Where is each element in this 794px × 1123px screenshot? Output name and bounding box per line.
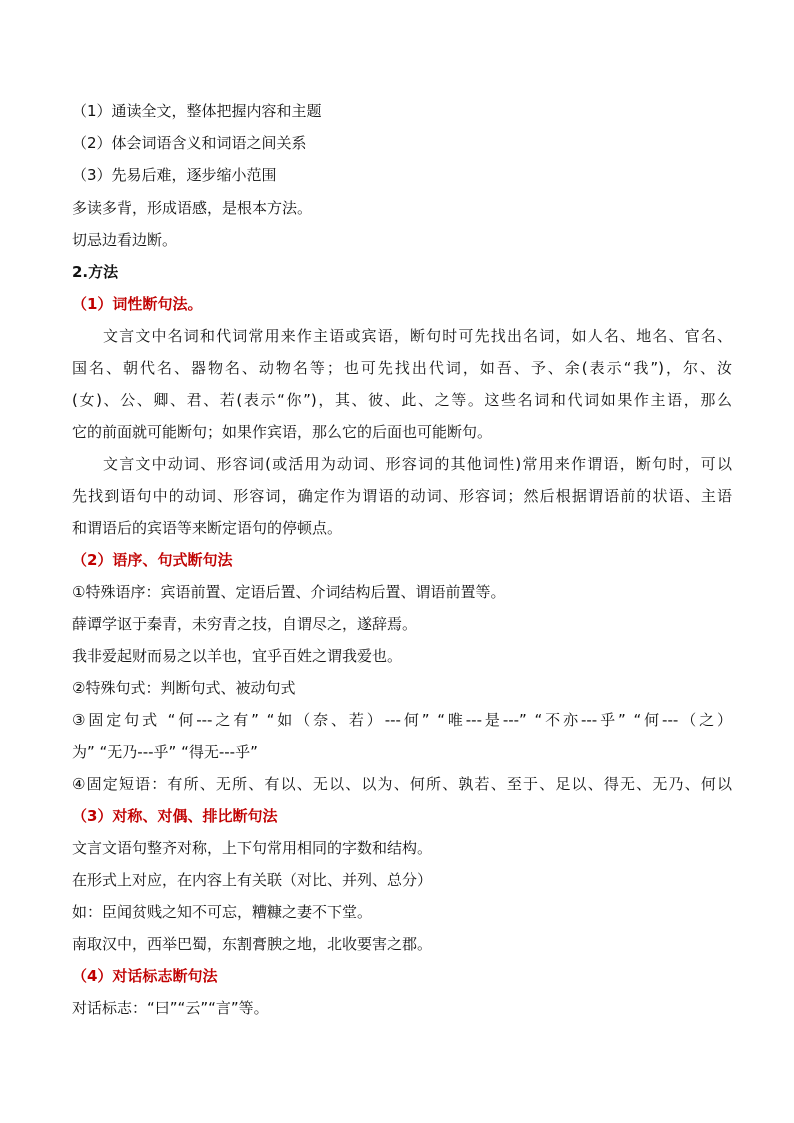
method-4-line-1: 对话标志：“曰”“云”“言”等。 — [72, 999, 269, 1017]
method-2-line-5: ③固定句式 “何---之有” “如（奈、若）---何” “唯---是---” “不亦---乎” “何---（之） — [72, 711, 732, 729]
method-2-line-6: 为” “无乃---乎” “得无---乎” — [72, 743, 258, 761]
method-1-p2-line-2: 先找到语句中的动词、形容词，确定作为谓语的动词、形容词；然后根据谓语前的状语、主语 — [72, 487, 732, 505]
tip-1: 多读多背，形成语感，是根本方法。 — [72, 199, 313, 217]
method-3-line-4: 南取汉中，西举巴蜀，东割膏腴之地，北收要害之郡。 — [72, 935, 433, 953]
method-2-line-2: 薛谭学讴于秦青，未穷青之技，自谓尽之，遂辞焉。 — [72, 615, 418, 633]
method-1-p1-line-3: (女)、公、卿、君、若(表示“你”)，其、彼、此、之等。这些名词和代词如果作主语，那么 — [72, 391, 732, 409]
tip-2: 切忌边看边断。 — [72, 231, 178, 249]
method-2-line-4: ②特殊句式：判断句式、被动句式 — [72, 679, 296, 697]
method-1-p2-line-3: 和谓语后的宾语等来断定语句的停顿点。 — [72, 519, 343, 537]
method-2-line-3: 我非爱起财而易之以羊也，宜乎百姓之谓我爱也。 — [72, 647, 403, 665]
method-1-p1-line-4: 它的前面就可能断句；如果作宾语，那么它的后面也可能断句。 — [72, 423, 493, 441]
method-3-line-1: 文言文语句整齐对称，上下句常用相同的字数和结构。 — [72, 839, 433, 857]
method-3-line-2: 在形式上对应，在内容上有关联（对比、并列、总分） — [72, 871, 433, 889]
method-4-title: （4）对话标志断句法 — [72, 967, 218, 985]
method-3-title: （3）对称、对偶、排比断句法 — [72, 807, 278, 825]
method-2-title: （2）语序、句式断句法 — [72, 551, 233, 569]
step-2: （2）体会词语含义和词语之间关系 — [72, 134, 307, 152]
method-2-line-7: ④固定短语：有所、无所、有以、无以、以为、何所、孰若、至于、足以、得无、无乃、何以 — [72, 775, 732, 793]
step-3: （3）先易后难，逐步缩小范围 — [72, 166, 277, 184]
method-1-p1-line-1: 文言文中名词和代词常用来作主语或宾语，断句时可先找出名词，如人名、地名、官名、 — [103, 327, 732, 345]
method-1-title: （1）词性断句法。 — [72, 295, 203, 313]
method-1-p1-line-2: 国名、朝代名、器物名、动物名等；也可先找出代词，如吾、予、余(表示“我”)，尔、汝 — [72, 359, 732, 377]
method-3-line-3: 如：臣闻贫贱之知不可忘，糟糠之妻不下堂。 — [72, 903, 373, 921]
method-1-p2-line-1: 文言文中动词、形容词(或活用为动词、形容词的其他词性)常用来作谓语，断句时，可以 — [103, 455, 732, 473]
step-1: （1）通读全文，整体把握内容和主题 — [72, 102, 322, 120]
method-heading: 2.方法 — [72, 263, 119, 281]
method-2-line-1: ①特殊语序：宾语前置、定语后置、介词结构后置、谓语前置等。 — [72, 583, 506, 601]
